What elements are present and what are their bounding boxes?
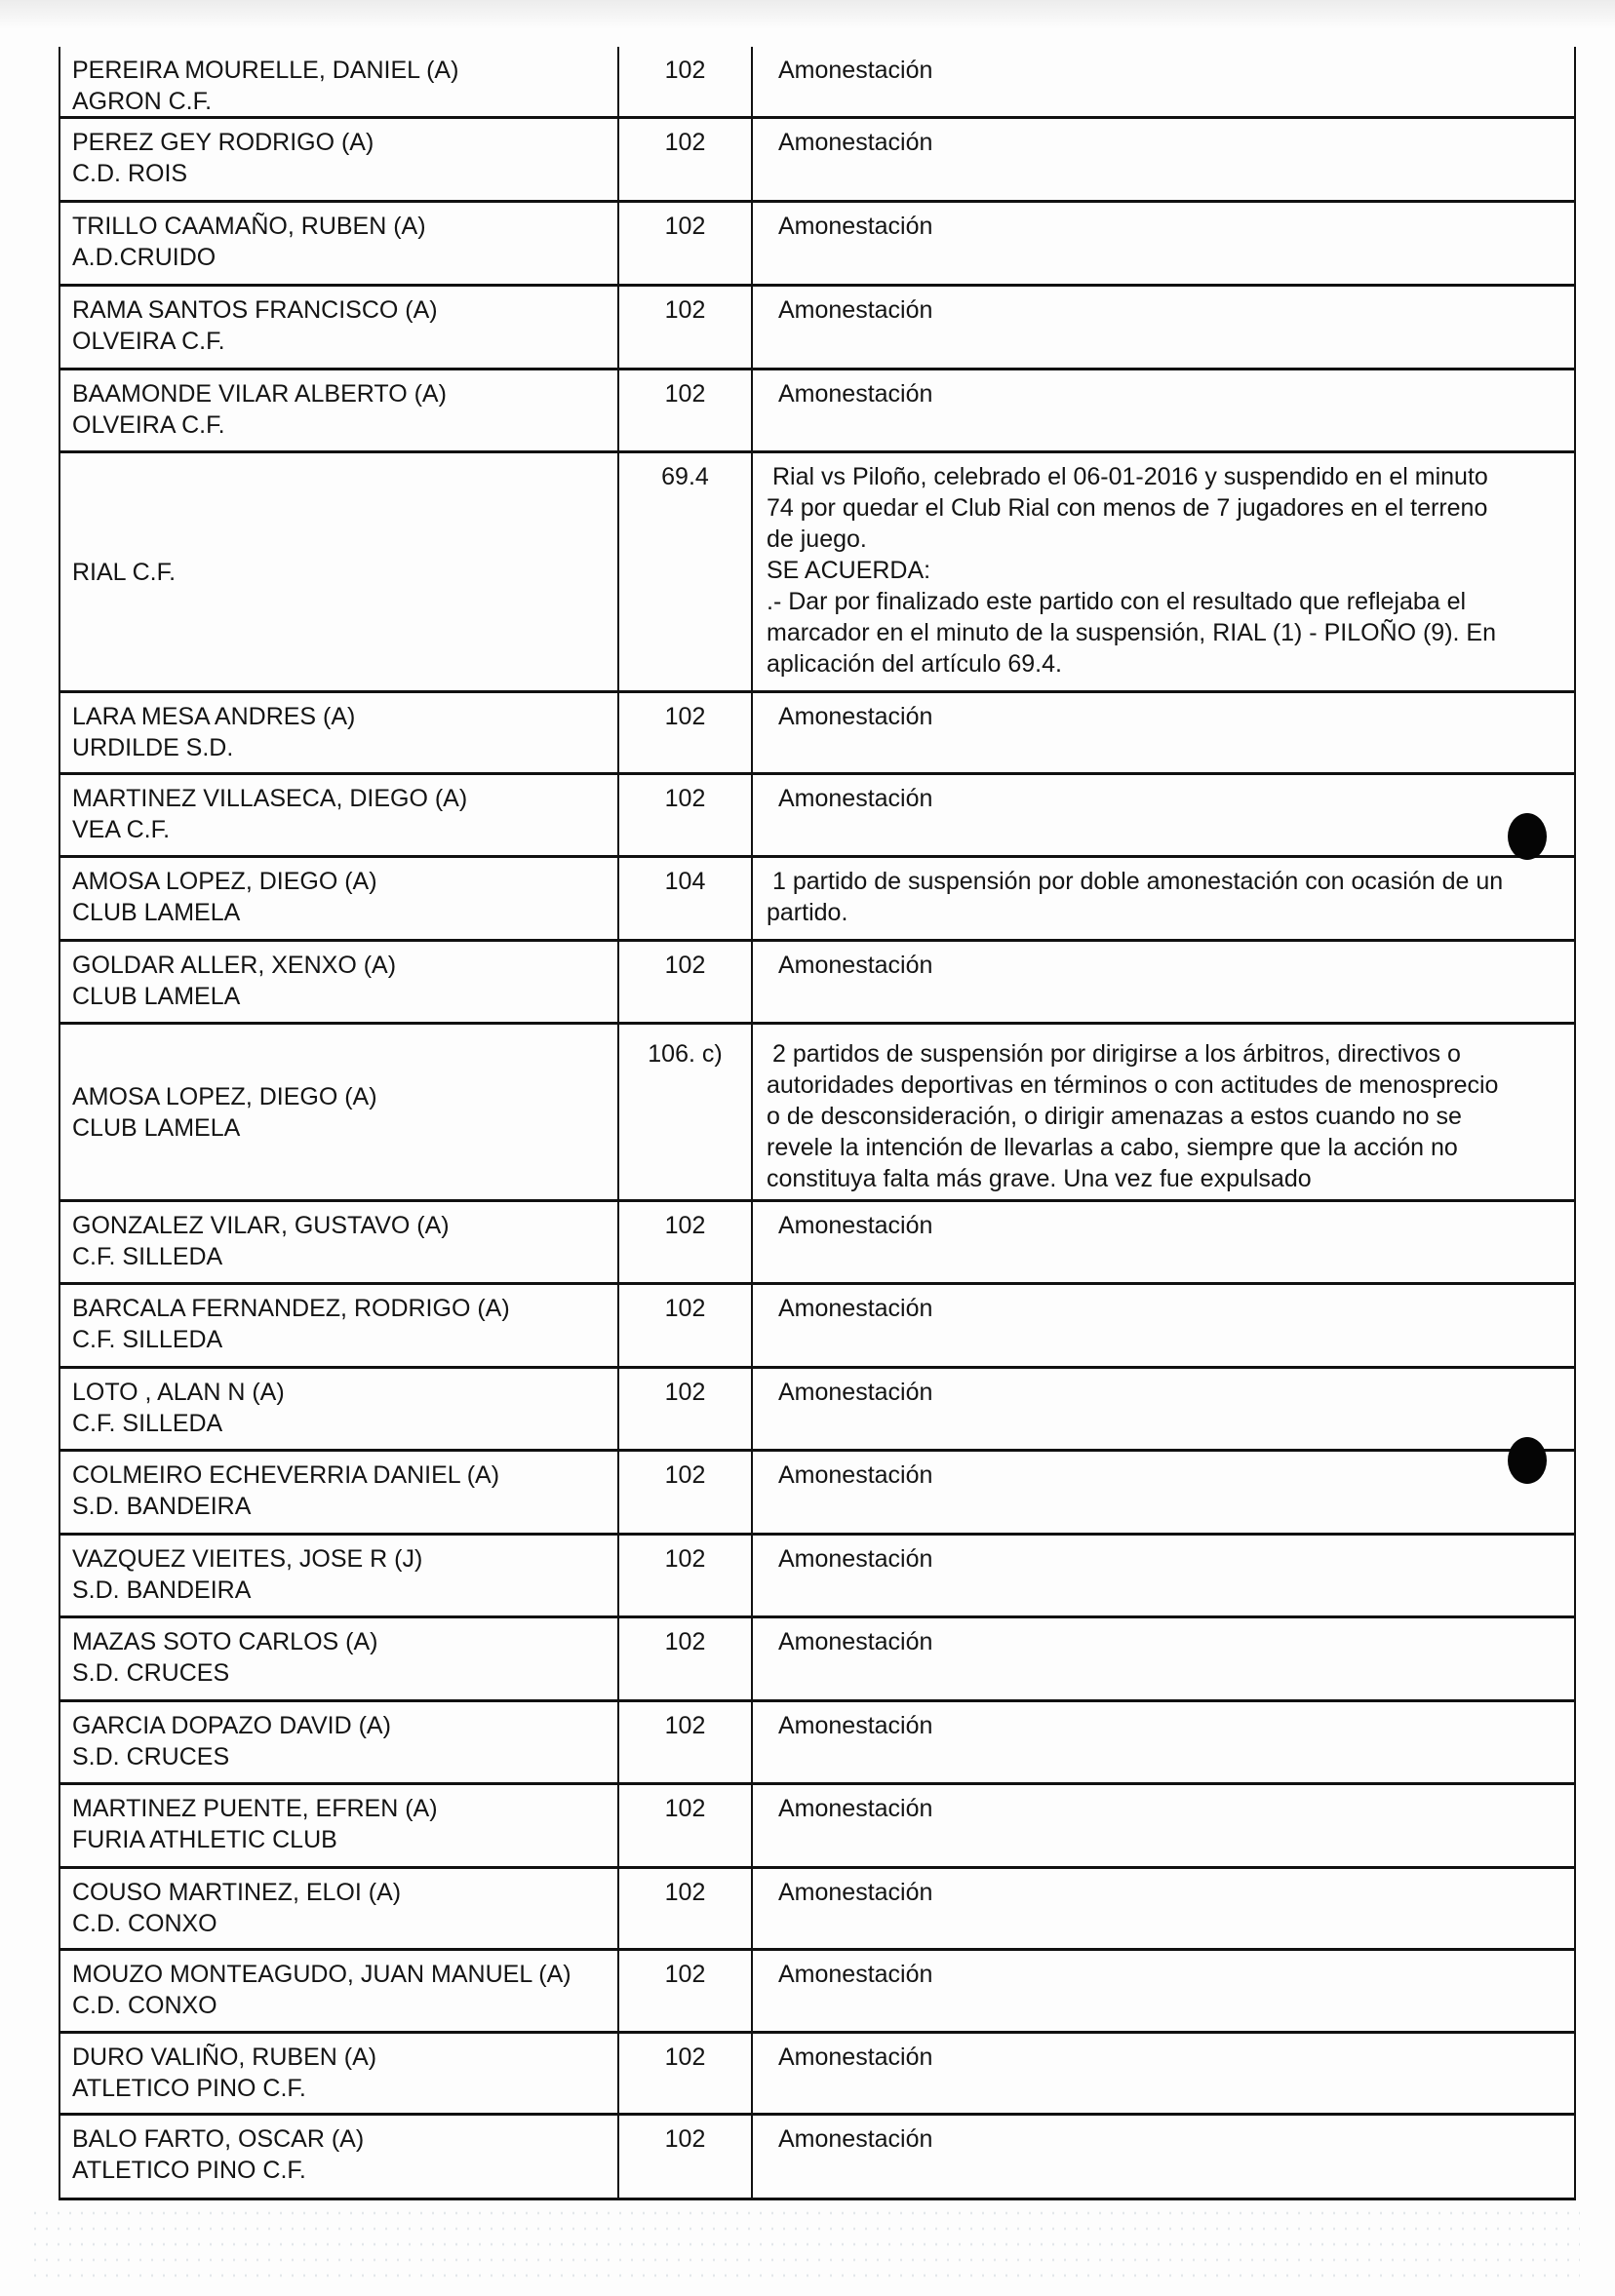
player-name: COUSO MARTINEZ, ELOI (A): [72, 1879, 402, 1906]
player-name: GOLDAR ALLER, XENXO (A): [72, 952, 397, 979]
club-name: S.D. CRUCES: [72, 1659, 230, 1687]
table-row: [60, 1025, 1574, 1202]
article-cell: 102: [619, 47, 753, 116]
article-cell: 102: [619, 1951, 753, 2031]
sanction-cell: Amonestación: [778, 1795, 933, 1822]
table-row: [60, 203, 1574, 287]
article-cell: 102: [619, 1202, 753, 1282]
table-row: [60, 1536, 1574, 1618]
table-row: [60, 1285, 1574, 1369]
club-name: CLUB LAMELA: [72, 899, 241, 926]
club-name: C.F. SILLEDA: [72, 1326, 223, 1353]
player-name: TRILLO CAAMAÑO, RUBEN (A): [72, 213, 426, 240]
table-row: [60, 1951, 1574, 2034]
sanction-line: partido.: [767, 899, 848, 926]
sanction-cell: Amonestación: [778, 785, 933, 812]
sanction-cell: Amonestación: [778, 1545, 933, 1573]
sanction-cell: Amonestación: [778, 213, 933, 240]
player-name: LOTO , ALAN N (A): [72, 1379, 285, 1406]
article-cell: 102: [619, 287, 753, 368]
table-row: [60, 2116, 1574, 2198]
player-cell: [60, 775, 619, 855]
club-name: C.D. CONXO: [72, 1992, 217, 2019]
club-name: RIAL C.F.: [72, 558, 177, 586]
sanction-cell: Amonestación: [778, 1461, 933, 1489]
sanctions-table: [59, 47, 1576, 2200]
player-name: MAZAS SOTO CARLOS (A): [72, 1628, 378, 1655]
player-cell: [60, 942, 619, 1022]
player-name: MOUZO MONTEAGUDO, JUAN MANUEL (A): [72, 1961, 571, 1988]
sanction-line: 2 partidos de suspensión por dirigirse a los árbitros, directivos o: [772, 1040, 1461, 1068]
resolution-line: aplicación del artículo 69.4.: [767, 650, 1062, 678]
table-row: [60, 287, 1574, 370]
player-name: BARCALA FERNANDEZ, RODRIGO (A): [72, 1295, 510, 1322]
article-cell: 104: [619, 858, 753, 939]
club-name: S.D. BANDEIRA: [72, 1576, 252, 1604]
club-name: S.D. BANDEIRA: [72, 1493, 252, 1520]
club-name: URDILDE S.D.: [72, 734, 234, 761]
player-cell: [60, 2116, 619, 2198]
table-row: [60, 453, 1574, 693]
article-cell: 102: [619, 1369, 753, 1449]
player-cell: [60, 2034, 619, 2113]
player-name: AMOSA LOPEZ, DIEGO (A): [72, 868, 377, 895]
article-cell: 102: [619, 1869, 753, 1948]
article-cell: 69.4: [619, 453, 753, 690]
player-name: MARTINEZ PUENTE, EFREN (A): [72, 1795, 438, 1822]
table-row: [60, 2034, 1574, 2116]
article-cell: 102: [619, 203, 753, 284]
table-row: [60, 119, 1574, 203]
table-row: [60, 693, 1574, 775]
club-name: VEA C.F.: [72, 816, 171, 843]
sanction-cell: Amonestación: [778, 129, 933, 156]
punch-hole-mark: [1508, 813, 1547, 860]
resolution-heading: SE ACUERDA:: [767, 557, 931, 584]
club-name: FURIA ATHLETIC CLUB: [72, 1826, 337, 1853]
sanction-cell: Amonestación: [778, 1712, 933, 1739]
table-row: [60, 1618, 1574, 1702]
punch-hole-mark: [1508, 1437, 1547, 1484]
sanction-cell: Amonestación: [778, 952, 933, 979]
player-cell: [60, 1536, 619, 1615]
table-row: [60, 858, 1574, 942]
player-name: MARTINEZ VILLASECA, DIEGO (A): [72, 785, 468, 812]
sanction-cell: Amonestación: [778, 57, 933, 84]
sanction-cell: Amonestación: [778, 1879, 933, 1906]
club-name: C.F. SILLEDA: [72, 1243, 223, 1270]
sanction-cell: Amonestación: [778, 1212, 933, 1239]
article-cell: 102: [619, 2116, 753, 2198]
club-name: C.F. SILLEDA: [72, 1410, 223, 1437]
player-name: RAMA SANTOS FRANCISCO (A): [72, 296, 438, 324]
club-name: A.D.CRUIDO: [72, 244, 217, 271]
sanction-cell: Amonestación: [778, 703, 933, 730]
club-name: OLVEIRA C.F.: [72, 328, 225, 355]
resolution-line: marcador en el minuto de la suspensión, RIAL (1) - PILOÑO (9). En: [767, 619, 1497, 646]
player-name: PEREZ GEY RODRIGO (A): [72, 129, 374, 156]
club-name: OLVEIRA C.F.: [72, 411, 225, 439]
player-cell: [60, 693, 619, 772]
player-cell: [60, 1785, 619, 1866]
sanction-line: autoridades deportivas en términos o con actitudes de menosprecio: [767, 1071, 1499, 1099]
table-row: [60, 942, 1574, 1025]
resolution-line: de juego.: [767, 525, 867, 553]
sanction-cell: Amonestación: [778, 1295, 933, 1322]
player-cell: [60, 1025, 619, 1199]
sanction-line: revele la intención de llevarlas a cabo, siempre que la acción no: [767, 1134, 1458, 1161]
player-cell: [60, 1452, 619, 1533]
player-name: BAAMONDE VILAR ALBERTO (A): [72, 380, 447, 408]
club-name: ATLETICO PINO C.F.: [72, 2075, 306, 2102]
player-name: PEREIRA MOURELLE, DANIEL (A): [72, 57, 459, 84]
table-row: [60, 1785, 1574, 1869]
player-cell: [60, 1869, 619, 1948]
club-name: C.D. CONXO: [72, 1910, 217, 1937]
article-cell: 102: [619, 1536, 753, 1615]
article-cell: 102: [619, 1452, 753, 1533]
club-name: CLUB LAMELA: [72, 1113, 241, 1142]
player-name: GONZALEZ VILAR, GUSTAVO (A): [72, 1212, 450, 1239]
table-row: [60, 1369, 1574, 1452]
player-cell: [60, 370, 619, 450]
sanction-cell: Amonestación: [778, 1628, 933, 1655]
player-cell: [60, 1618, 619, 1699]
article-cell: 102: [619, 1702, 753, 1782]
player-name: COLMEIRO ECHEVERRIA DANIEL (A): [72, 1461, 500, 1489]
player-cell: [60, 203, 619, 284]
player-cell: [60, 47, 619, 116]
club-name: S.D. CRUCES: [72, 1743, 230, 1771]
table-row: [60, 1202, 1574, 1285]
club-name: C.D. ROIS: [72, 160, 188, 187]
article-cell: 102: [619, 2034, 753, 2113]
resolution-line: .- Dar por finalizado este partido con el resultado que reflejaba el: [767, 588, 1467, 615]
player-cell: [60, 1202, 619, 1282]
sanction-cell: [753, 858, 1574, 939]
sanction-cell: Amonestación: [778, 380, 933, 408]
scan-top-shadow: [0, 0, 1615, 29]
sanction-line: o de desconsideración, o dirigir amenazas a estos cuando no se: [767, 1103, 1462, 1130]
article-cell: 102: [619, 1285, 753, 1366]
sanction-cell: Amonestación: [778, 1961, 933, 1988]
sanction-cell: [753, 1025, 1574, 1199]
sanction-line: constituya falta más grave. Una vez fue expulsado: [767, 1165, 1312, 1192]
article-cell: 102: [619, 370, 753, 450]
article-cell: 102: [619, 119, 753, 200]
club-name: CLUB LAMELA: [72, 983, 241, 1010]
club-cell: [60, 453, 619, 690]
player-cell: [60, 1285, 619, 1366]
sanction-cell: Amonestación: [778, 2125, 933, 2153]
player-cell: [60, 858, 619, 939]
resolution-line: 74 por quedar el Club Rial con menos de 7 jugadores en el terreno: [767, 494, 1488, 522]
player-name: BALO FARTO, OSCAR (A): [72, 2125, 365, 2153]
scan-dot-pattern: [29, 2205, 1580, 2283]
player-cell: [60, 287, 619, 368]
article-cell: 102: [619, 942, 753, 1022]
club-name: ATLETICO PINO C.F.: [72, 2157, 306, 2184]
club-name: AGRON C.F.: [72, 88, 213, 115]
player-cell: [60, 1369, 619, 1449]
sanction-line: 1 partido de suspensión por doble amonestación con ocasión de un: [772, 868, 1504, 895]
table-row: [60, 1452, 1574, 1536]
player-name: LARA MESA ANDRES (A): [72, 703, 356, 730]
player-name: AMOSA LOPEZ, DIEGO (A): [72, 1082, 377, 1110]
sanction-cell: Amonestación: [778, 296, 933, 324]
article-cell: 102: [619, 775, 753, 855]
resolution-cell: [753, 453, 1574, 690]
article-cell: 102: [619, 693, 753, 772]
table-row: [60, 370, 1574, 453]
player-cell: [60, 119, 619, 200]
article-cell: 106. c): [619, 1025, 753, 1199]
table-row: [60, 1702, 1574, 1785]
player-name: GARCIA DOPAZO DAVID (A): [72, 1712, 391, 1739]
table-row: [60, 1869, 1574, 1951]
table-row: [60, 47, 1574, 119]
player-cell: [60, 1702, 619, 1782]
player-cell: [60, 1951, 619, 2031]
sanction-cell: Amonestación: [778, 1379, 933, 1406]
table-row: [60, 775, 1574, 858]
player-name: DURO VALIÑO, RUBEN (A): [72, 2043, 377, 2071]
player-name: VAZQUEZ VIEITES, JOSE R (J): [72, 1545, 423, 1573]
article-cell: 102: [619, 1785, 753, 1866]
sanction-cell: Amonestación: [778, 2043, 933, 2071]
article-cell: 102: [619, 1618, 753, 1699]
resolution-line: Rial vs Piloño, celebrado el 06-01-2016 y suspendido en el minuto: [772, 463, 1488, 490]
